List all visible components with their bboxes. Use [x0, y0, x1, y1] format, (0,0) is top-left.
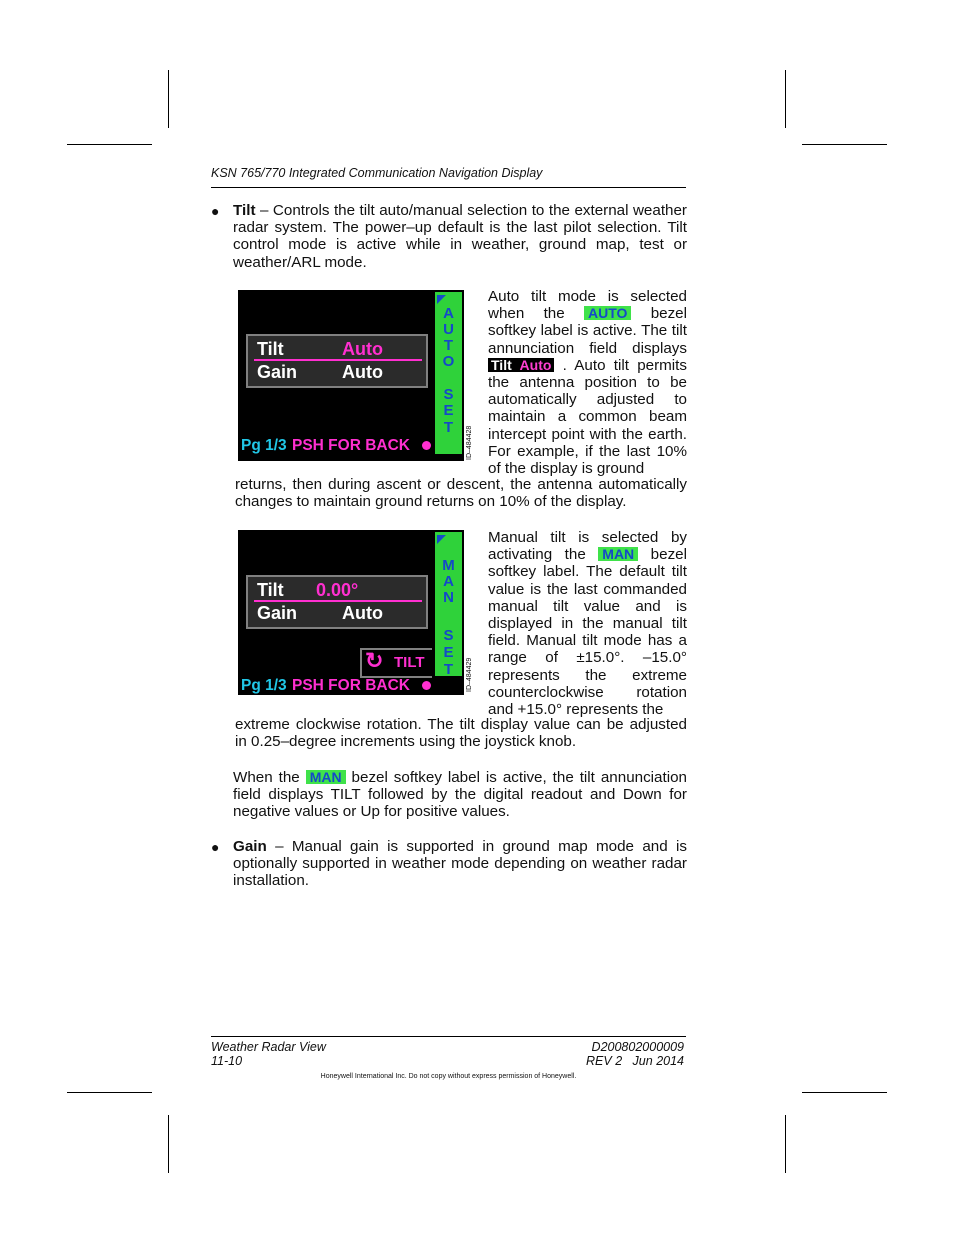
auto-tilt-paragraph: [488, 288, 687, 477]
auto-softkey-chip: AUTO: [584, 306, 631, 320]
gain-row: [254, 362, 422, 382]
bullet-icon: ●: [211, 839, 220, 855]
tilt-text: – Controls the tilt auto/manual selection to the external weather radar system. The power–up default is the last pilot selection. Tilt control mode is active while in weather, ground map, test or weather/ARL mode.: [233, 202, 687, 271]
tilt-label: Tilt: [257, 339, 284, 359]
tilt-auto-annunciation: [488, 358, 554, 372]
softkey-letter: T: [443, 337, 454, 354]
text-run: Auto: [519, 356, 552, 373]
text-run: bezel softkey label. The default tilt value is the last commanded manual tilt value and is displayed in the manual tilt field. Manual tilt mode has a range of ±15.0°. –15.0° represents the extreme counterclockwise rotation and +15.0° represents the: [488, 546, 687, 719]
text-run: bezel softkey label is active. The tilt annunciation field displays: [488, 305, 687, 357]
footer-doc-number: D200802000009: [591, 1040, 684, 1054]
softkey-letter: N: [443, 589, 454, 606]
page-header-title: KSN 765/770 Integrated Communication Navigation Display: [211, 166, 543, 180]
knob-dot-icon: [422, 681, 431, 690]
tilt-paragraph: [233, 202, 687, 271]
softkey-letter: O: [442, 353, 455, 370]
softkey-letter: T: [443, 419, 454, 436]
copyright-notice: Honeywell International Inc. Do not copy without express permission of Honeywell.: [320, 1073, 577, 1080]
tilt-gain-panel: [246, 575, 428, 629]
page-indicator: Pg 1/3: [241, 677, 287, 694]
softkey-letter: A: [443, 305, 454, 322]
softkey-letter: U: [443, 321, 454, 338]
softkey-letter: S: [443, 386, 454, 403]
crop-mark: [67, 1092, 152, 1093]
bullet-icon: ●: [211, 203, 220, 219]
text-run: bezel softkey label is active, the tilt annunciation field displays TILT followed by the digital readout and Down for negative values or Up for positive values.: [233, 769, 687, 821]
gain-value: Auto: [342, 362, 383, 382]
manual-tilt-paragraph-cont: extreme clockwise rotation. The tilt display value can be adjusted in 0.25–degree increments using the joystick knob.: [235, 716, 687, 751]
footer-section: Weather Radar View: [211, 1040, 326, 1054]
softkey-letter: A: [443, 573, 454, 590]
man-set-softkey[interactable]: [432, 532, 462, 676]
status-bar: [238, 435, 432, 456]
header-rule: [211, 187, 686, 188]
softkey-letter: T: [443, 661, 454, 678]
figure-id: ID–484429: [466, 657, 473, 692]
tilt-gain-panel: [246, 334, 428, 388]
crop-mark: [802, 144, 887, 145]
footer-page-number: 11-10: [211, 1053, 243, 1068]
text-run: When the: [233, 769, 300, 786]
man-active-paragraph: [233, 769, 687, 821]
tilt-button-label: TILT: [394, 654, 425, 671]
text-run: Manual tilt is selected by activating the: [488, 529, 687, 564]
crop-mark: [168, 1115, 169, 1173]
knob-dot-icon: [422, 441, 431, 450]
gain-text: – Manual gain is supported in ground map mode and is optionally supported in weather mode depending on weather radar installation.: [233, 838, 687, 890]
corner-triangle-icon: [437, 535, 446, 544]
text-run: . Auto tilt permits the antenna position to be automatically adjusted to maintain a common beam intercept point with the earth. For example, if the last 10% of the display is ground: [488, 356, 687, 478]
gain-value: Auto: [342, 603, 383, 623]
auto-tilt-screen: [238, 290, 464, 461]
tilt-row: [254, 339, 422, 361]
footer-left: [211, 1041, 326, 1068]
crop-mark: [168, 70, 169, 128]
tilt-label: Tilt: [257, 580, 284, 600]
gain-paragraph: [233, 838, 687, 890]
corner-triangle-icon: [437, 295, 446, 304]
push-for-back-label: PSH FOR BACK: [292, 437, 410, 454]
gain-label: Gain: [257, 603, 298, 623]
manual-tilt-paragraph: [488, 529, 687, 718]
softkey-letter: M: [442, 557, 455, 574]
tilt-value: Auto: [342, 339, 383, 359]
status-bar: [238, 676, 432, 695]
man-softkey-chip: MAN: [598, 547, 638, 561]
tilt-term: Tilt: [233, 202, 256, 219]
footer-rule: [211, 1036, 686, 1037]
crop-mark: [785, 70, 786, 128]
auto-tilt-paragraph-cont: returns, then during ascent or descent, the antenna automatically changes to maintain ground returns on 10% of the display.: [235, 476, 687, 511]
tilt-value: 0.00°: [316, 580, 359, 600]
auto-set-softkey[interactable]: [432, 292, 462, 454]
footer-revision: REV 2 Jun 2014: [586, 1053, 684, 1068]
push-for-back-label: PSH FOR BACK: [292, 677, 410, 694]
footer-right: [500, 1041, 684, 1068]
man-softkey-chip: MAN: [306, 770, 346, 784]
gain-term: Gain: [233, 838, 267, 855]
crop-mark: [67, 144, 152, 145]
gain-row: [254, 603, 422, 623]
softkey-letter: E: [443, 644, 454, 661]
figure-id: ID–484428: [466, 425, 473, 460]
crop-mark: [802, 1092, 887, 1093]
page-indicator: Pg 1/3: [241, 437, 287, 454]
tilt-knob-button[interactable]: [360, 648, 432, 678]
tilt-row: [254, 580, 422, 602]
gain-label: Gain: [257, 362, 298, 382]
crop-mark: [785, 1115, 786, 1173]
softkey-letter: E: [443, 402, 454, 419]
softkey-letter: S: [443, 627, 454, 644]
text-run: Auto tilt mode is selected when the: [488, 288, 687, 323]
manual-tilt-screen: [238, 530, 464, 695]
rotate-icon: ↻: [365, 648, 384, 673]
text-run: Tilt: [491, 356, 512, 373]
